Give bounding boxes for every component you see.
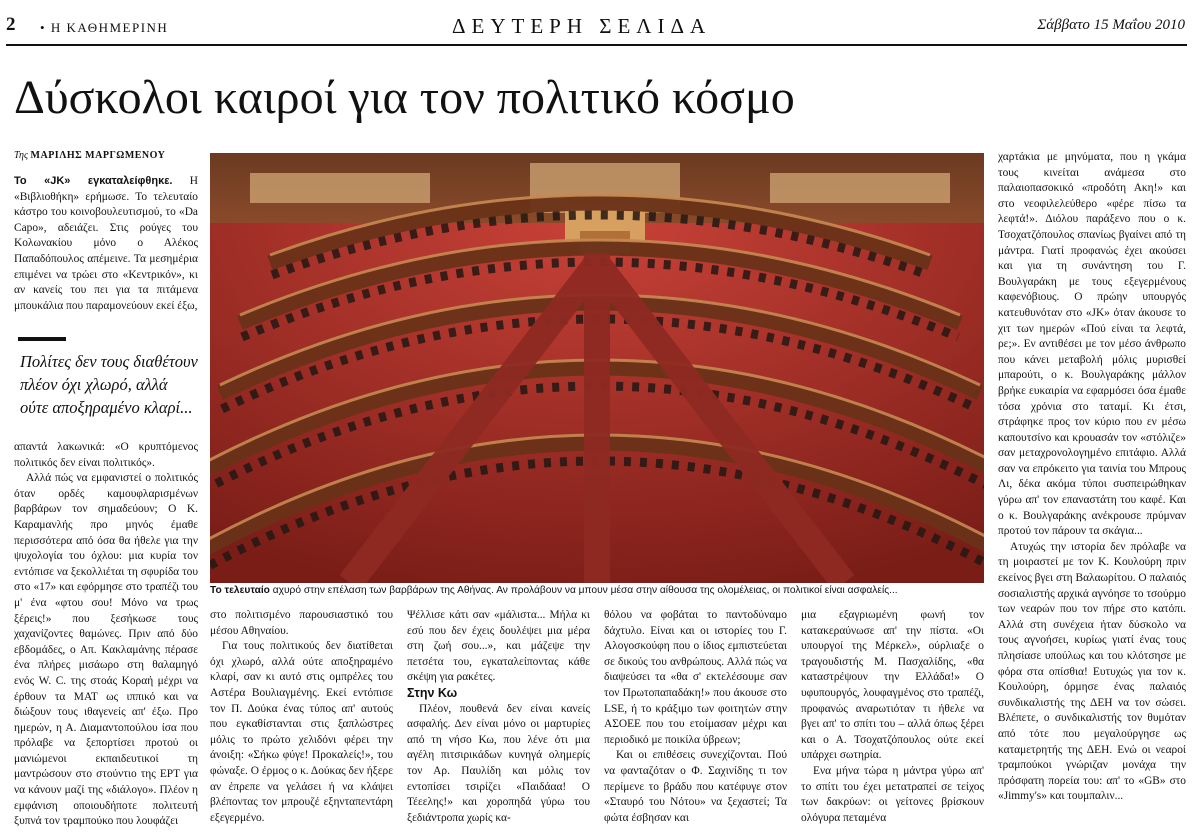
pull-quote: Πολίτες δεν τους διαθέτουν πλέον όχι χλωρό, αλλά ούτε αποξηραμένο κλαρί... [20, 352, 198, 417]
lead-text: Το «JK» εγκαταλείφθηκε. [14, 175, 173, 187]
caption-lead: Το τελευταίο [210, 585, 270, 596]
paragraph: Πλέον, πουθενά δεν είναι κανείς ασφαλής. Δεν είναι μόνο οι μαρτυρίες από τη νήσο Κω, που λένε ότι μια αγέλη πιτσιρικάδων κυνηγά ολημερίς τον Αρ. Παυλίδη και μόλις τον εντοπίσει τσιρίζει «Παιδάαα! Ο Τέεελης!» και χοροπηδά γύρω του ξεδιάντροπα χωρίς κα- [407, 702, 590, 824]
caption-text: αχυρό στην επέλαση των βαρβάρων της Αθήνας. Αν προλάβουν να μπουν μέσα στην αίθουσα της ολομέλειας, οι πολιτικοί είναι ασφαλείς... [269, 585, 898, 596]
paragraph: χαρτάκια με μηνύματα, που η γκάμα τους κινείται ανάμεσα στο παλαιοπασοκικό «προδότη Ακη!» και στο νεοφιλελεύθερο «φέρε πίσω τα λεφτά!». Διόλου παράξενο που ο κ. Τσοχατζόπουλος σπανίως βγαίνει από τη μάντρα. Γιατί προφανώς έχει ακούσει και για τη συνάντηση του Γ. Βουλγαράκη με τους εξεγερμένους καφενόβιους. Ο πρώην υπουργός κατευθυνόταν στο «JK» όταν άκουσε το χιτ των ημερών «Πού είναι τα λεφτά, ρε;». Εν αντιθέσει με τον μέσο άνθρωπο που κάνει μεταβολή μόλις μυρισθεί μπαρούτι, ο κ. Βουλγαράκης μάλλον βρήκε ευκαιρία να εφαρμόσει όσα έμαθε τόσα χρόνια στο ταταμί. Κι έτσι, στράφηκε προς τον κύριο που εν μέσω καπουτσίνο και κρουασάν τον «στόλιζε» σαν μεταχρονολογημένο επιτάφιο. Αλλά σαν να επρόκειτο για ταινία του Μπρους Λι, δέκα ακόμα τύποι συσπειρώθηκαν γύρω απ' τον επαναστάτη του καφέ. Και ο κ. Βουλγαράκης ανέκρουσε πρύμναν προτού τον πάρουν τα σκάγια... [998, 151, 1186, 538]
byline-author: ΜΑΡΙΛΗΣ ΜΑΡΓΩΜΕΝΟΥ [30, 150, 166, 161]
column-1-bottom [14, 440, 198, 834]
column-1-top [14, 174, 198, 326]
masthead [0, 0, 1195, 46]
paragraph: Ατυχώς την ιστορία δεν πρόλαβε να τη μοιραστεί με τον Κ. Κουλούρη πριν εκείνος βγει στη Βαλαωρίτου. Ο παλαιός σοσιαλιστής αρχικά αγνόησε το τσούρμο των νεαρών που τον πήρε στο κατόπι. Αλλά στη συνέχεια ήταν δύσκολο να τους αγνοήσει, κυρίως γιατί ένας τους πλησίασε υπούλως και του κλότσησε με φόρα στα οπίσθια! Ευτυχώς για τον κ. Κουλούρη, όρμησε ένας παλαιός συνδικαλιστής της ΔΕΗ να τον σώσει. Βλέπετε, ο συνδικαλιστής τον θυμόταν από τότε που μεγαλούργησε ως καταμετρητής της ΔΕΗ. Ενώ οι νεαροί τραμπούκοι γνώριζαν μονάχα την πρόσφατη πορεία του: απ' το «GB» στο «Jimmy's» και τουμπαλιν... [998, 540, 1186, 803]
page-number: 2 [6, 14, 16, 35]
paragraph: Και οι επιθέσεις συνεχίζονται. Πού να φανταζόταν ο Φ. Σαχινίδης τι τον περίμενε το βράδυ που κατέφυγε στον «Σταυρό του Νότου» να ξεχαστεί; Τα φώτα έσβησαν και [604, 749, 787, 824]
paragraph: Για τους πολιτικούς δεν διατίθεται όχι χλωρό, αλλά ούτε αποξηραμένο κλαρί, σαν κι αυτό στις ομπρέλες του Αστέρα Βουλιαγμένης. Εκεί εντόπισε τον Π. Δούκα ένας τύπος απ' αυτούς που εγκαθίστανται στις ξαπλώστρες μόλις το πρώτο χελιδόνι φέρει την άνοιξη: «Σήκω φύγε! Προκαλείς!», του φώναξε. Ο έρμος ο κ. Δούκας δεν ήξερε αν έπρεπε να γελάσει ή να κλάψει βλέποντας τον μπρουζέ εξηνταπεντάρη εξεγερμένο. [210, 640, 393, 824]
paragraph: στο πολιτισμένο παρουσιαστικό του μέσου Αθηναίου. [210, 609, 393, 637]
issue-date: Σάββατο 15 Μαΐου 2010 [1037, 17, 1185, 33]
newspaper-name-text: Η ΚΑΘΗΜΕΡΙΝΗ [50, 20, 169, 35]
byline-prefix: Της [14, 150, 29, 161]
photo-caption [210, 584, 984, 598]
parliament-photo [210, 153, 984, 583]
lead-body: Η «Βιβλιοθήκη» ερήμωσε. Το τελευταίο κάστρο του κοινοβουλευτισμού, το «Da Capo», αδειάζει. Στις ρούγες του Κολωνακίου μόνο ο Αλέκος Παπαδόπουλος απέμεινε. Τα μεσημέρια επιμένει να τρώει στο «Κεντρικόν», κι αν κανείς του πει για τα πιτάμενα μπουκάλια που παραμονεύουν εκεί έξω, [14, 175, 198, 312]
column-6 [998, 150, 1186, 834]
paragraph: μια εξαγριωμένη φωνή τον κατακεραύνωσε απ' την πίστα. «Οι υπουργοί της Μέρκελ», ούρλιαξε ο τραγουδιστής Μ. Πασχαλίδης, «θα καταστρέψουν την Ελλάδα!» Ο υφυπουργός, λουφαγμένος στο τραπέζι, προφανώς αναρωτιόταν τι ήθελε να βγει απ' το σπίτι του – αλλά όπως ξέρει και ο Α. Τσοχατζόπουλος ούτε εκεί υπάρχει σωτηρία. [801, 609, 984, 762]
section-title: ΔΕΥΤΕΡΗ ΣΕΛΙΔΑ [452, 14, 712, 38]
masthead-rule [6, 44, 1187, 46]
headline: Δύσκολοι καιροί για τον πολιτικό κόσμο [14, 71, 795, 124]
lead-paragraph [14, 174, 198, 314]
newspaper-name: • Η ΚΑΘΗΜΕΡΙΝΗ [40, 20, 169, 35]
column-4 [604, 608, 787, 834]
subheading: Στην Κω [407, 685, 458, 700]
byline [14, 150, 165, 161]
column-3 [407, 608, 590, 834]
paragraph: θόλου να φοβάται το παντοδύναμο δάχτυλο. Είναι και οι ιστορίες του Γ. Αλογοσκούφη που ο ίδιος εμπιστεύεται σε δικούς του ανθρώπους. Αλλά πώς να διαψεύσει τα «θα σ' εκτελέσουμε σαν τον Πρωτοπαπαδάκη!» που άκουσε στο LSE, ή το κράξιμο των φοιτητών στην ΑΣΟΕΕ που του ετοίμασαν μέχρι και περιοδικό με ποικίλα ύβρεων; [604, 609, 787, 746]
paragraph: Ενα μήνα τώρα η μάντρα γύρω απ' το σπίτι του έχει μετατραπεί σε τείχος των δακρύων: οι γείτονες βρίσκουν ολόγυρα πεταμένα [801, 764, 984, 824]
pull-quote-bar [18, 337, 66, 341]
paragraph: Ψέλλισε κάτι σαν «μάλιστα... Μήλα κι εσύ που δεν έχεις δουλέψει μια μέρα στη ζωή σου...», και μάζεψε την πετσέτα του, εγκαταλείποντας κάθε σκέψη για ρακέτες. [407, 609, 590, 684]
paragraph: Αλλά πώς να εμφανιστεί ο πολιτικός όταν ορδές καμουφλαρισμένων βαρβάρων τον σημαδεύουν; Ο Κ. Καραμανλής προ μηνός έμαθε περισσότερα από όσα θα ήθελε για την ψυχολογία του όχλου: μια κυρία τον εντόπισε να ξεκολλιέται τη σφυρίδα του στο «17» και εφόρμησε στο τραπέζι του μ' ένα «φτου σου! Μόνο να τρως ξέρεις!» που ξεσήκωσε τους χαχανίζοντες θαμώνες. Πριν από δύο εβδομάδες, ο Απ. Κακλαμάνης πέρασε ένα πλήρες μισάωρο στη θαλαμηγό ενός W. C. της στοάς Κοραή μέχρι να έρθουν τα ΜΑΤ ως ιππικό και να διώξουν τους ιθαγενείς απ' έξω. Προ ημερών, η Α. Διαμαντοπούλου ίσα που πρόλαβε να ξεπορτίσει προτού οι μανιώμενοι εκπαιδευτικοί τη μαντρώσουν στο στούντιο της ΕΡΤ για να κάνουν μαζί της «διάλογο». Πλέον η εμφάνιση οποιουδήποτε πολιτευτή ξυπνά τον τραμπούκο που λουφάζει [14, 472, 198, 828]
parliament-hall-image [210, 153, 984, 583]
column-2 [210, 608, 393, 834]
paragraph: απαντά λακωνικά: «Ο κρυπτόμενος πολιτικός δεν είναι πολιτικός». [14, 441, 198, 469]
column-5 [801, 608, 984, 834]
